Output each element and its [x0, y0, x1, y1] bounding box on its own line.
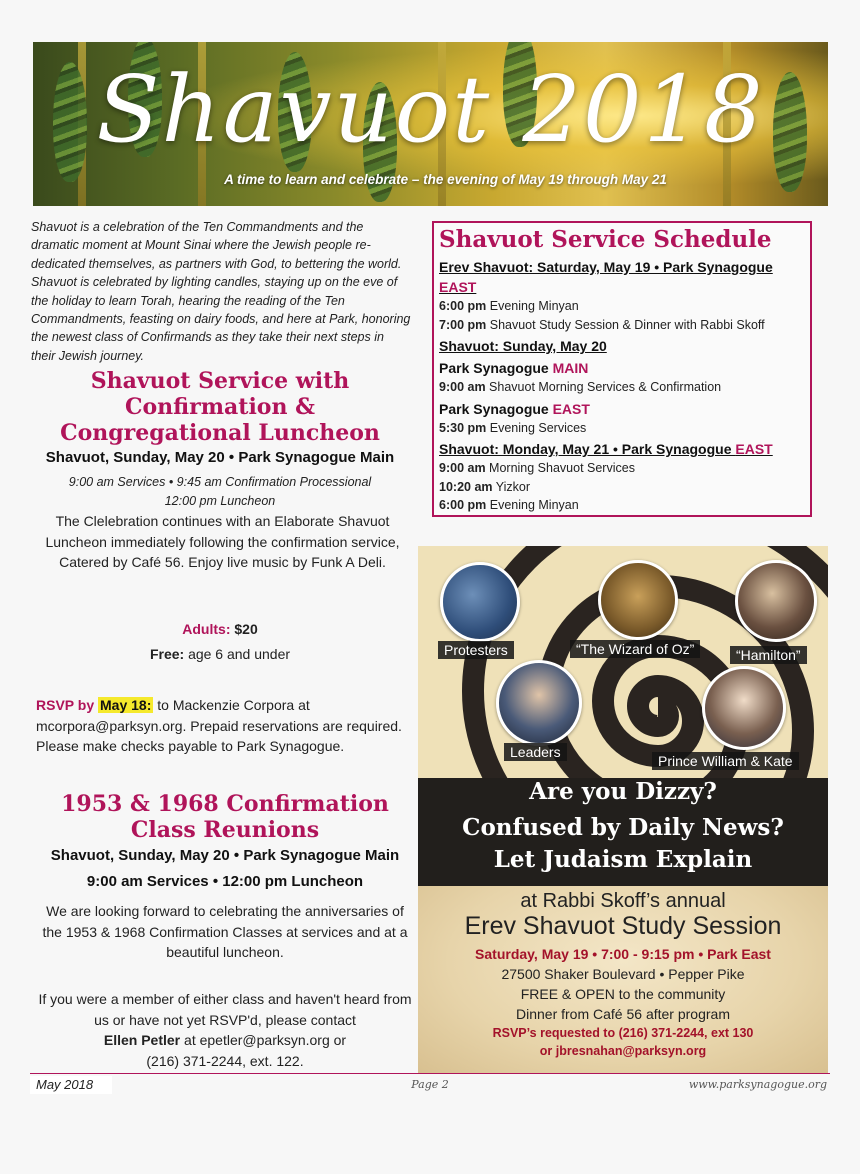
contact-text: If you were a member of either class and haven't heard from us or have not yet RSVP'd, please contact — [38, 991, 412, 1028]
adults-value: $20 — [234, 621, 258, 637]
free-value: age 6 and under — [188, 646, 291, 662]
schedule-time: 5:30 pm — [439, 420, 487, 435]
schedule-event: Evening Services — [489, 420, 587, 435]
contact-phone: (216) 371-2244, ext. 122. — [146, 1052, 304, 1069]
schedule-day-text: Shavuot: Monday, May 21 • Park Synagogue — [439, 441, 732, 457]
contact-email: at epetler@parksyn.org or — [184, 1032, 347, 1048]
schedule-row — [439, 378, 806, 397]
rsvp-paragraph — [36, 695, 416, 757]
section1-times-line: 9:00 am Services • 9:45 am Confirmation Processional — [68, 475, 372, 489]
poster-headline-band — [418, 778, 828, 886]
schedule-event: Shavuot Morning Services & Confirmation — [489, 380, 722, 394]
poster-headline-2: Confused by Daily News? — [462, 814, 784, 841]
section1-subheading: Shavuot, Sunday, May 20 • Park Synagogue Main — [45, 449, 395, 466]
schedule-time: 7:00 pm — [439, 317, 487, 332]
poster-rsvp-email: or jbresnahan@parksyn.org — [539, 1044, 707, 1058]
footer-divider — [30, 1073, 830, 1074]
schedule-row — [439, 297, 806, 316]
schedule-title: Shavuot Service Schedule — [439, 226, 772, 253]
section1-times — [40, 473, 400, 511]
poster-event-time: Saturday, May 19 • 7:00 - 9:15 pm • Park East — [475, 946, 771, 962]
contact-name: Ellen Petler — [103, 1032, 181, 1048]
caption-hamilton: “Hamilton” — [730, 646, 807, 664]
schedule-location-heading — [439, 399, 806, 419]
intro-paragraph: Shavuot is a celebration of the Ten Commandments and the dramatic moment at Mount Sinai where the Jewish people re-dedicated themselves, as partners with God, to bettering the world. Shavuot is celebrated by lighting candles, staying up on the eve of the holiday to learn Torah, hearing the reading of the Ten Commandments, feasting on dairy foods, and here at Park, honoring the newest class of Confirmands as they take their next steps in their Jewish journey. — [31, 220, 411, 363]
poster-event-title: Erev Shavuot Study Session — [464, 912, 782, 940]
rsvp-date-highlight: May 18: — [100, 697, 152, 713]
schedule-location-heading — [439, 358, 806, 378]
footer-page-number: Page 2 — [411, 1078, 449, 1091]
schedule-event: Morning Shavuot Services — [489, 461, 635, 475]
section1-heading-line: Shavuot Service with — [90, 368, 350, 394]
section2-description: We are looking forward to celebrating the anniversaries of the 1953 & 1968 Confirmation Classes at services and at a beautiful luncheon. — [42, 903, 408, 960]
prince-william-kate-photo — [702, 666, 786, 750]
banner-subtitle: A time to learn and celebrate – the evening of May 19 through May 21 — [224, 172, 667, 187]
study-session-poster — [418, 546, 828, 1073]
schedule-location-accent: EAST — [552, 400, 590, 417]
schedule-location-accent: MAIN — [552, 360, 589, 376]
schedule-location-text: Park Synagogue — [439, 400, 549, 417]
rsvp-text: to Mackenzie Corpora at mcorpora@parksyn.org. Prepaid reservations are required. Please make checks payable to Park Synagogue. — [36, 697, 402, 754]
section2-heading — [40, 791, 410, 843]
wizard-of-oz-photo — [598, 560, 678, 640]
caption-prince-william-kate: Prince William & Kate — [652, 752, 799, 770]
schedule-row — [439, 316, 806, 335]
schedule-time: 9:00 am — [439, 380, 486, 394]
schedule-time: 6:00 pm — [439, 498, 487, 512]
poster-headline-3: Let Judaism Explain — [493, 846, 753, 873]
protesters-photo — [440, 562, 520, 642]
schedule-time: 6:00 pm — [439, 299, 487, 313]
schedule-day-heading — [439, 257, 806, 297]
schedule-event: Evening Minyan — [489, 299, 579, 313]
section2-subheading: Shavuot, Sunday, May 20 • Park Synagogue Main — [50, 847, 400, 864]
schedule-day-heading — [439, 439, 806, 459]
schedule-day-heading: Shavuot: Sunday, May 20 — [439, 338, 607, 354]
schedule-row — [439, 478, 806, 497]
adults-price — [40, 621, 400, 637]
schedule-event: Evening Minyan — [489, 498, 579, 512]
poster-headline-1: Are you Dizzy? — [529, 778, 717, 805]
section2-heading-line: 1953 & 1968 Confirmation — [61, 791, 389, 817]
adults-label: Adults: — [182, 621, 231, 637]
schedule-event: Shavuot Study Session & Dinner with Rabbi Skoff — [489, 317, 765, 332]
section1-times-line: 12:00 pm Luncheon — [164, 494, 276, 508]
section2-times: 9:00 am Services • 12:00 pm Luncheon — [86, 873, 364, 890]
section1-heading-line: Congregational Luncheon — [60, 420, 380, 446]
poster-line: FREE & OPEN to the community — [520, 986, 726, 1002]
schedule-event: Yizkor — [495, 479, 531, 494]
schedule-location-text: Park Synagogue — [439, 360, 549, 376]
leaders-photo — [496, 660, 582, 746]
poster-details — [418, 886, 828, 1073]
caption-protesters: Protesters — [438, 641, 514, 659]
banner-title: Shavuot 2018 — [96, 56, 765, 163]
schedule-location-accent: EAST — [735, 441, 773, 457]
section2-contact — [36, 989, 414, 1071]
schedule-time: 10:20 am — [439, 479, 493, 494]
caption-leaders: Leaders — [504, 743, 567, 761]
schedule-row — [439, 496, 806, 515]
rsvp-label: RSVP by — [36, 697, 95, 713]
banner — [33, 42, 828, 206]
schedule-time: 9:00 am — [439, 461, 486, 475]
section1-heading-line: Confirmation & — [124, 394, 315, 420]
footer-url: www.parksynagogue.org — [688, 1078, 827, 1091]
poster-line: Dinner from Café 56 after program — [516, 1006, 730, 1022]
section2-heading-line: Class Reunions — [130, 817, 320, 843]
hamilton-photo — [735, 560, 817, 642]
footer-date: May 2018 — [30, 1076, 112, 1094]
schedule-day-text: Erev Shavuot: Saturday, May 19 • Park Synagogue — [439, 259, 773, 275]
service-schedule-box — [432, 221, 812, 517]
poster-line: at Rabbi Skoff’s annual — [520, 890, 726, 912]
poster-rsvp: RSVP’s requested to (216) 371-2244, ext 130 — [492, 1026, 754, 1040]
caption-wizard-of-oz: “The Wizard of Oz” — [570, 640, 700, 658]
section1-description: The Clelebration continues with an Elaborate Shavuot Luncheon immediately following the confirmation service, Catered by Café 56. Enjoy live music by Funk A Deli. — [45, 513, 400, 570]
free-admission — [40, 646, 400, 662]
schedule-location-accent: EAST — [439, 279, 477, 295]
schedule-row — [439, 419, 806, 438]
poster-address: 27500 Shaker Boulevard • Pepper Pike — [501, 966, 745, 982]
section1-heading — [40, 368, 400, 446]
free-label: Free: — [149, 646, 185, 662]
schedule-row — [439, 459, 806, 478]
